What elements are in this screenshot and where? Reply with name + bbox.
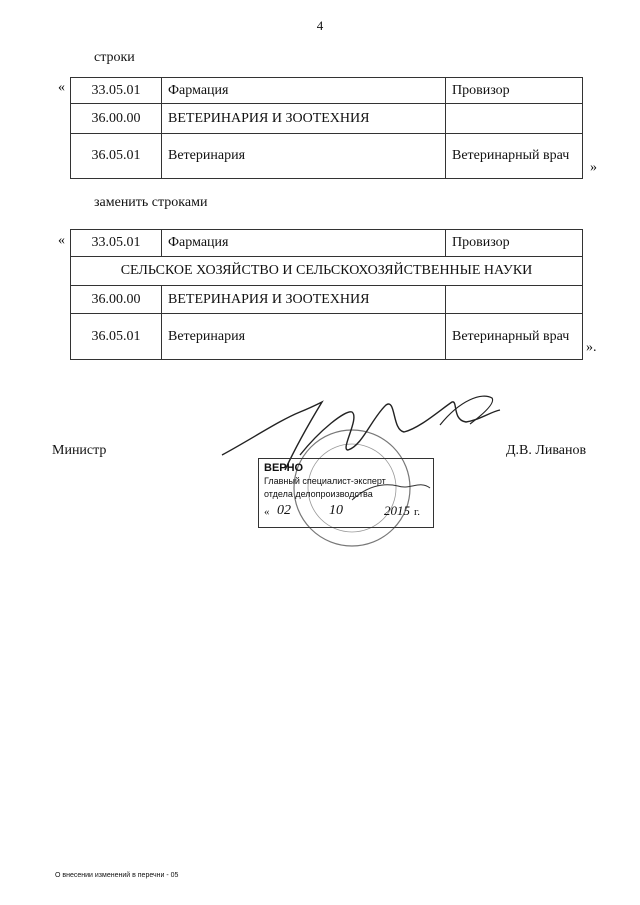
name-cell: Ветеринария [162, 134, 446, 179]
section2-close-quote: ». [586, 340, 597, 355]
name-cell: ВЕТЕРИНАРИЯ И ЗООТЕХНИЯ [162, 104, 446, 134]
name-cell: ВЕТЕРИНАРИЯ И ЗООТЕХНИЯ [162, 286, 446, 314]
stamp-date-suffix: г. [414, 506, 421, 518]
stamp-date-open: « [264, 506, 270, 518]
code-cell: 36.00.00 [71, 104, 162, 134]
stamp-line1: ВЕРНО [264, 462, 304, 474]
code-cell: 36.00.00 [71, 286, 162, 314]
qualification-cell: Провизор [446, 230, 583, 257]
section2-label: заменить строками [94, 195, 208, 210]
stamp-date-year: 2015 [384, 503, 410, 518]
stamp-date-day: 02 [277, 503, 291, 518]
minister-title: Министр [52, 443, 107, 458]
section1-close-quote: » [590, 160, 597, 175]
signature-stroke [300, 402, 500, 455]
name-cell: Фармация [162, 78, 446, 104]
name-cell: Ветеринария [162, 314, 446, 360]
signature-stroke [440, 396, 493, 425]
footer-text: О внесении изменений в перечни - 05 [55, 872, 179, 879]
stamp-date-month: 10 [329, 503, 343, 518]
code-cell: 33.05.01 [71, 230, 162, 257]
qualification-cell: Провизор [446, 78, 583, 104]
code-cell: 36.05.01 [71, 314, 162, 360]
page-number: 4 [316, 18, 324, 33]
section1-label: строки [94, 50, 135, 65]
stamp-line2: Главный специалист-эксперт [264, 476, 386, 486]
merged-heading-cell: СЕЛЬСКОЕ ХОЗЯЙСТВО И СЕЛЬСКОХОЗЯЙСТВЕННЫЕ НАУКИ [71, 257, 583, 286]
code-cell: 36.05.01 [71, 134, 162, 179]
qualification-cell: Ветеринарный врач [446, 314, 583, 360]
section1-open-quote: « [58, 80, 65, 95]
code-cell: 33.05.01 [71, 78, 162, 104]
name-cell: Фармация [162, 230, 446, 257]
signer-name: Д.В. Ливанов [506, 443, 587, 458]
qualification-cell: Ветеринарный врач [446, 134, 583, 179]
stamp-line3: отдела делопроизводства [264, 489, 373, 499]
section2-open-quote: « [58, 233, 65, 248]
verification-stamp [258, 458, 434, 528]
